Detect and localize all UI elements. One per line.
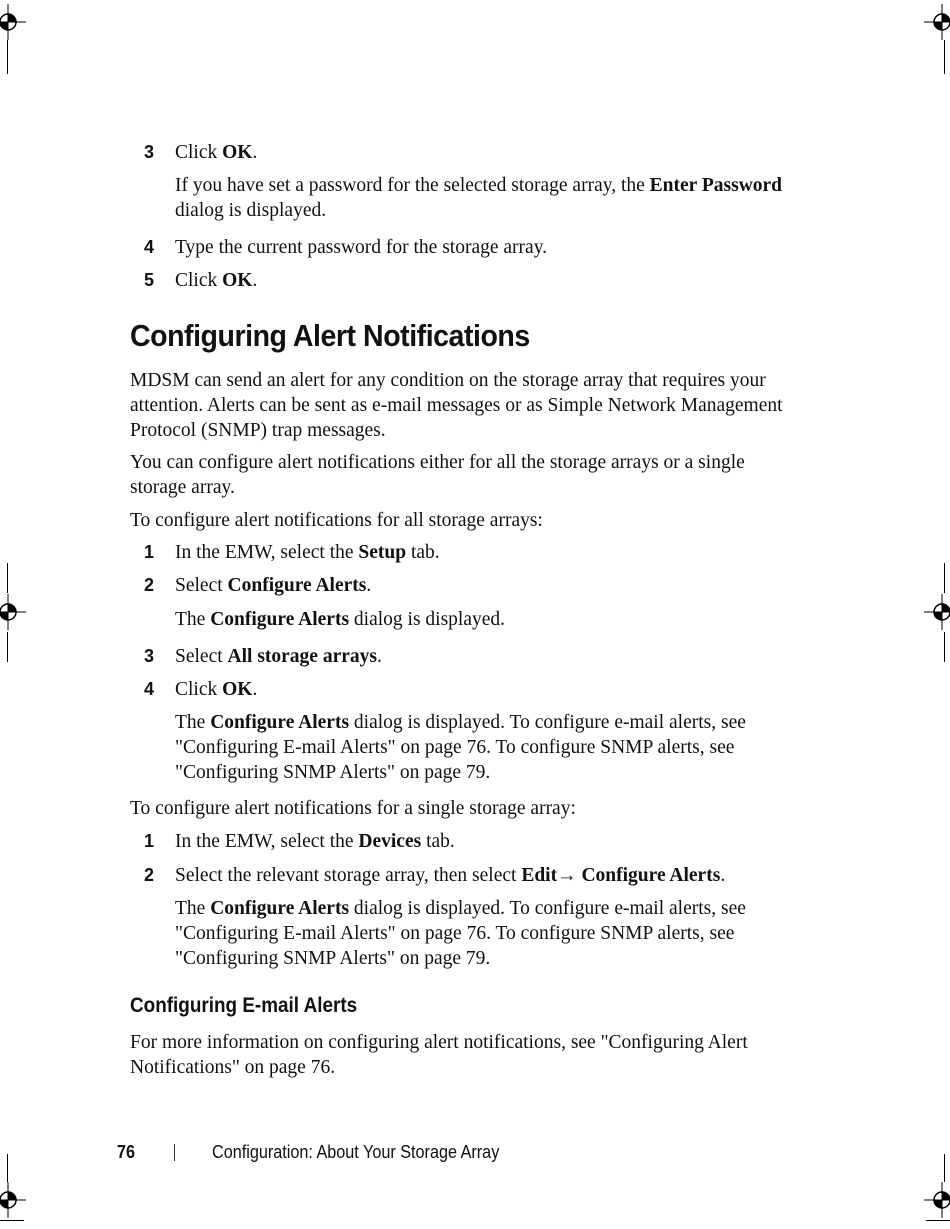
step-text — [175, 644, 800, 669]
ui-term: Configure Alerts — [210, 898, 350, 919]
crop-line — [7, 563, 8, 593]
step-number: 3 — [144, 142, 155, 162]
step-number: 4 — [144, 679, 155, 699]
step-text — [175, 573, 800, 598]
text-run: . — [377, 646, 382, 667]
crop-line — [0, 1220, 24, 1221]
ui-term: Configure Alerts — [210, 609, 350, 630]
text-run: . — [252, 270, 258, 291]
step-note — [175, 173, 800, 223]
ui-term: Configure Alerts — [227, 575, 367, 596]
text-run: dialog is displayed. — [175, 200, 327, 221]
step-note — [175, 710, 800, 785]
lead-single-array: To configure alert notifications for a single storage array: — [130, 798, 576, 819]
step-number: 2 — [144, 865, 155, 885]
section-heading: Configuring Alert Notifications — [130, 318, 530, 353]
crop-line — [944, 40, 945, 74]
page-number: 76 — [117, 1142, 136, 1162]
footer-divider — [174, 1144, 175, 1161]
step-text — [175, 677, 800, 702]
step-text — [175, 140, 800, 165]
text-run: . — [252, 142, 258, 163]
ui-term: All storage arrays — [227, 646, 377, 667]
crop-line — [926, 1220, 950, 1221]
ui-term: OK — [222, 270, 253, 291]
registration-mark-icon — [924, 594, 950, 630]
scope-paragraph: You can configure alert notifications either for all the storage arrays or a single storage array. — [130, 452, 745, 498]
text-run: Click — [175, 142, 223, 163]
text-run: Click — [175, 270, 223, 291]
text-run: tab. — [421, 831, 455, 852]
registration-mark-icon — [0, 1182, 26, 1218]
text-run: If you have set a password for the selected storage array, the — [175, 175, 650, 196]
text-run: The — [175, 712, 211, 733]
lead-all-arrays: To configure alert notifications for all storage arrays: — [130, 510, 543, 531]
text-run: The — [175, 898, 211, 919]
ui-term: Setup — [358, 542, 407, 563]
text-run: Click — [175, 679, 223, 700]
step-number: 4 — [144, 237, 155, 257]
crop-line — [944, 1154, 945, 1182]
email-paragraph: For more information on configuring alert notifications, see "Configuring Alert Notifications" on page 76. — [130, 1032, 748, 1078]
chapter-title: Configuration: About Your Storage Array — [212, 1142, 500, 1162]
step-note — [175, 607, 800, 632]
text-run: The — [175, 609, 211, 630]
registration-mark-icon — [0, 594, 26, 630]
step-number: 5 — [144, 270, 155, 290]
crop-line — [7, 1154, 8, 1182]
step-text: Type the current password for the storage array. — [175, 237, 548, 258]
step-text — [175, 829, 800, 854]
step-text — [175, 268, 800, 293]
registration-mark-icon — [924, 4, 950, 40]
step-number: 3 — [144, 646, 155, 666]
text-run: In the EMW, select the — [175, 831, 359, 852]
text-run: . — [252, 679, 258, 700]
intro-paragraph: MDSM can send an alert for any condition on the storage array that requires your attention. Alerts can be sent as e-mail messages or as Simple Network Management Protocol (SNMP) trap messages. — [130, 370, 783, 441]
text-run: dialog is displayed. To configure e-mail alerts, see "Configuring E-mail Alerts" on page 76. To configure SNMP alerts, see "Configuring SNMP Alerts" on page 79. — [175, 712, 746, 783]
text-run: . — [720, 865, 726, 886]
text-run: . — [366, 575, 372, 596]
crop-line — [7, 632, 8, 662]
text-run: Select the relevant storage array, then select — [175, 865, 522, 886]
ui-term: Devices — [358, 831, 422, 852]
text-run: dialog is displayed. To configure e-mail alerts, see "Configuring E-mail Alerts" on page 76. To configure SNMP alerts, see "Configuring SNMP Alerts" on page 79. — [175, 898, 746, 969]
text-run: dialog is displayed. — [349, 609, 506, 630]
crop-line — [7, 40, 8, 74]
registration-mark-icon — [0, 4, 26, 40]
ui-term: Configure Alerts — [210, 712, 350, 733]
step-text — [175, 863, 800, 888]
ui-term: Edit→ Configure Alerts — [521, 865, 721, 886]
step-note — [175, 896, 800, 971]
text-run: Select — [175, 646, 228, 667]
step-number: 1 — [144, 831, 155, 851]
step-number: 2 — [144, 575, 155, 595]
text-run: In the EMW, select the — [175, 542, 359, 563]
crop-line — [944, 632, 945, 662]
step-text — [175, 540, 800, 565]
crop-line — [944, 563, 945, 593]
ui-term: OK — [222, 679, 253, 700]
step-number: 1 — [144, 542, 155, 562]
ui-term: OK — [222, 142, 253, 163]
text-run: Select — [175, 575, 228, 596]
subsection-heading: Configuring E-mail Alerts — [130, 994, 358, 1017]
text-run: tab. — [406, 542, 440, 563]
ui-term: Enter Password — [649, 175, 783, 196]
registration-mark-icon — [924, 1182, 950, 1218]
